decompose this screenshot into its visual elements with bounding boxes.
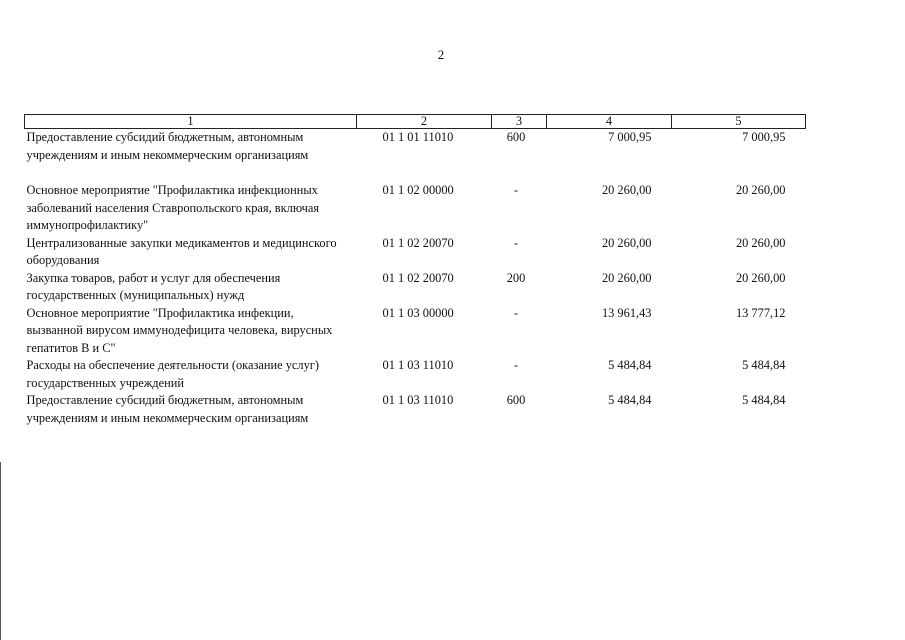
- page-number: 2: [437, 47, 445, 62]
- row-amount-col5: 5 484,84: [742, 358, 786, 372]
- row-amount-col5: 13 777,12: [735, 305, 786, 320]
- table-row: [25, 392, 806, 427]
- row-amount-col5: 20 260,00: [735, 235, 786, 250]
- row-amount-col5: 5 484,84: [742, 393, 786, 407]
- row-name: Предоставление субсидий бюджетным, автономным учреждениям и иным некоммерческим организациям: [26, 393, 309, 425]
- table-row: [25, 305, 806, 358]
- row-amount-col5: 7 000,95: [742, 130, 786, 144]
- spacer-cell: [25, 164, 806, 182]
- budget-table: [24, 114, 806, 427]
- row-code: 01 1 02 00000: [382, 183, 454, 197]
- row-group: 600: [506, 130, 526, 144]
- table-header: [25, 115, 806, 129]
- table-row: [25, 182, 806, 235]
- row-code: 01 1 01 11010: [382, 130, 454, 144]
- row-amount-col4: 13 961,43: [601, 305, 652, 320]
- row-name: Централизованные закупки медикаментов и медицинского оборудования: [26, 235, 337, 267]
- header-col-2: 2: [357, 115, 492, 129]
- table-row: [25, 235, 806, 270]
- row-amount-col4: 7 000,95: [608, 130, 652, 144]
- row-name: Основное мероприятие "Профилактика инфекционных заболеваний населения Ставропольского края, включая иммунопрофилактику": [26, 183, 320, 232]
- row-name: Предоставление субсидий бюджетным, автономным учреждениям и иным некоммерческим организациям: [26, 130, 309, 162]
- row-group: -: [513, 183, 519, 197]
- row-name: Закупка товаров, работ и услуг для обеспечения государственных (муниципальных) нужд: [26, 270, 281, 302]
- header-col-1: 1: [25, 115, 357, 129]
- table-row: [25, 357, 806, 392]
- row-name: Основное мероприятие "Профилактика инфекции, вызванной вирусом иммунодефицита человека, вирусных гепатитов В и С": [26, 305, 333, 355]
- row-group: 600: [506, 393, 526, 407]
- table-row: [25, 270, 806, 305]
- row-amount-col5: 20 260,00: [735, 270, 786, 285]
- row-name: Расходы на обеспечение деятельности (оказание услуг) государственных учреждений: [26, 358, 320, 390]
- row-group: 200: [506, 270, 526, 285]
- header-col-3: 3: [492, 115, 547, 129]
- row-amount-col4: 20 260,00: [601, 270, 652, 285]
- row-group: -: [513, 358, 519, 372]
- row-code: 01 1 03 11010: [382, 358, 454, 372]
- row-group: -: [513, 305, 519, 320]
- row-amount-col4: 20 260,00: [601, 235, 652, 250]
- row-group: -: [513, 235, 519, 250]
- table-body: [25, 129, 806, 428]
- row-code: 01 1 02 20070: [382, 235, 454, 250]
- row-code: 01 1 02 20070: [382, 270, 454, 285]
- header-row: [25, 115, 806, 129]
- row-amount-col4: 5 484,84: [608, 393, 652, 407]
- row-amount-col4: 20 260,00: [601, 183, 652, 197]
- scan-edge-line: [0, 462, 1, 640]
- row-amount-col5: 20 260,00: [735, 183, 786, 197]
- row-amount-col4: 5 484,84: [608, 358, 652, 372]
- row-spacer: [25, 164, 806, 182]
- row-code: 01 1 03 00000: [382, 305, 454, 320]
- header-col-4: 4: [547, 115, 672, 129]
- header-col-5: 5: [672, 115, 806, 129]
- table-row: [25, 129, 806, 165]
- row-code: 01 1 03 11010: [382, 393, 454, 407]
